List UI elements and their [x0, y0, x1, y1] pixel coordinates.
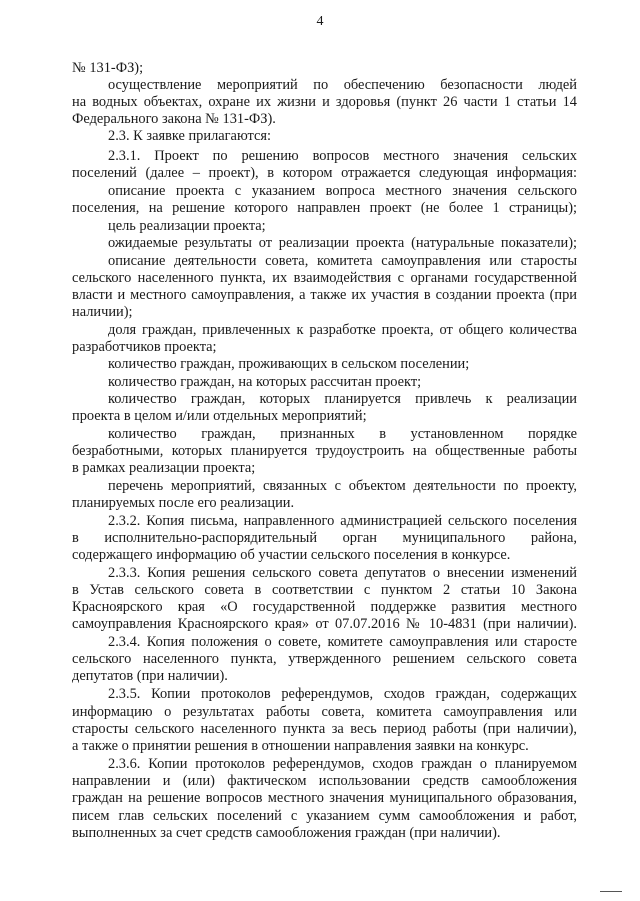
text-line: писем глав сельских поселений с указанием сумм самообложения и работ,	[72, 808, 577, 824]
text-line: разработчиков проекта;	[72, 339, 217, 355]
text-line: количество граждан, которых планируется привлечь к реализации	[108, 391, 577, 407]
scan-mark	[600, 891, 622, 892]
text-line: доля граждан, привлеченных к разработке проекта, от общего количества	[108, 322, 577, 338]
text-line: цель реализации проекта;	[108, 218, 266, 234]
text-line: направлении и (или) фактическом использовании средств самообложения	[72, 773, 577, 789]
text-line: 2.3.5. Копии протоколов референдумов, сходов граждан, содержащих	[108, 686, 577, 702]
text-line: депутатов (при наличии).	[72, 668, 228, 684]
text-line: сельского населенного пункта, их взаимодействия с органами государственной	[72, 270, 577, 286]
text-line: 2.3. К заявке прилагаются:	[108, 128, 271, 144]
text-line: осуществление мероприятий по обеспечению безопасности людей	[108, 77, 577, 93]
text-line: в Устав сельского совета в соответствии с пунктом 2 статьи 10 Закона	[72, 582, 577, 598]
text-line: старосты сельского населенного пункта за весь период работы (при наличии),	[72, 721, 577, 737]
text-line: количество граждан, на которых рассчитан проект;	[108, 374, 422, 390]
text-line: на водных объектах, охране их жизни и здоровья (пункт 26 части 1 статьи 14	[72, 94, 577, 110]
text-line: 2.3.4. Копия положения о совете, комитете самоуправления или старосте	[108, 634, 577, 650]
text-line: поселений (далее – проект), в котором отражается следующая информация:	[72, 165, 577, 181]
text-line: 2.3.2. Копия письма, направленного администрацией сельского поселения	[108, 513, 577, 529]
page-number: 4	[316, 14, 324, 29]
text-line: проекта в целом и/или отдельных мероприятий;	[72, 408, 367, 424]
text-line: ожидаемые результаты от реализации проекта (натуральные показатели);	[108, 235, 577, 251]
text-line: 2.3.6. Копии протоколов референдумов, сходов граждан о планируемом	[108, 756, 577, 772]
text-line: граждан на решение вопросов местного значения муниципального образования,	[72, 790, 577, 806]
text-line: перечень мероприятий, связанных с объектом деятельности по проекту,	[108, 478, 577, 494]
text-line: описание деятельности совета, комитета самоуправления или старосты	[108, 253, 577, 269]
text-line: 2.3.1. Проект по решению вопросов местного значения сельских	[108, 148, 577, 164]
text-line: количество граждан, проживающих в сельском поселении;	[108, 356, 470, 372]
text-line: наличии);	[72, 304, 133, 320]
text-line: планируемых после его реализации.	[72, 495, 295, 511]
text-line: поселения, на решение которого направлен проект (не более 1 страницы);	[72, 200, 577, 216]
text-line: а также о принятии решения в отношении направления заявки на конкурс.	[72, 738, 529, 754]
text-line: Красноярского края «О государственной поддержке развития местного	[72, 599, 577, 615]
text-line: безработными, которых планируется трудоустроить на общественные работы	[72, 443, 577, 459]
text-line: в исполнительно-распорядительный орган муниципального района,	[72, 530, 577, 546]
text-line: 2.3.3. Копия решения сельского совета депутатов о внесении изменений	[108, 565, 577, 581]
text-line: выполненных за счет средств самообложения граждан (при наличии).	[72, 825, 501, 841]
text-line: содержащего информацию об участии сельского поселения в конкурсе.	[72, 547, 511, 563]
text-line: описание проекта с указанием вопроса местного значения сельского	[108, 183, 577, 199]
text-line: Федерального закона № 131-ФЗ).	[72, 111, 276, 127]
text-line: сельского населенного пункта, утвержденного решением сельского совета	[72, 651, 577, 667]
text-line: количество граждан, признанных в установленном порядке	[108, 426, 577, 442]
text-line: самоуправления Красноярского края» от 07.07.2016 № 10-4831 (при наличии).	[72, 616, 577, 632]
text-line: № 131-ФЗ);	[72, 60, 144, 76]
text-line: в рамках реализации проекта;	[72, 460, 256, 476]
text-line: власти и местного самоуправления, а также их участия в создании проекта (при	[72, 287, 577, 303]
text-line: информацию о результатах работы совета, комитета самоуправления или	[72, 704, 577, 720]
